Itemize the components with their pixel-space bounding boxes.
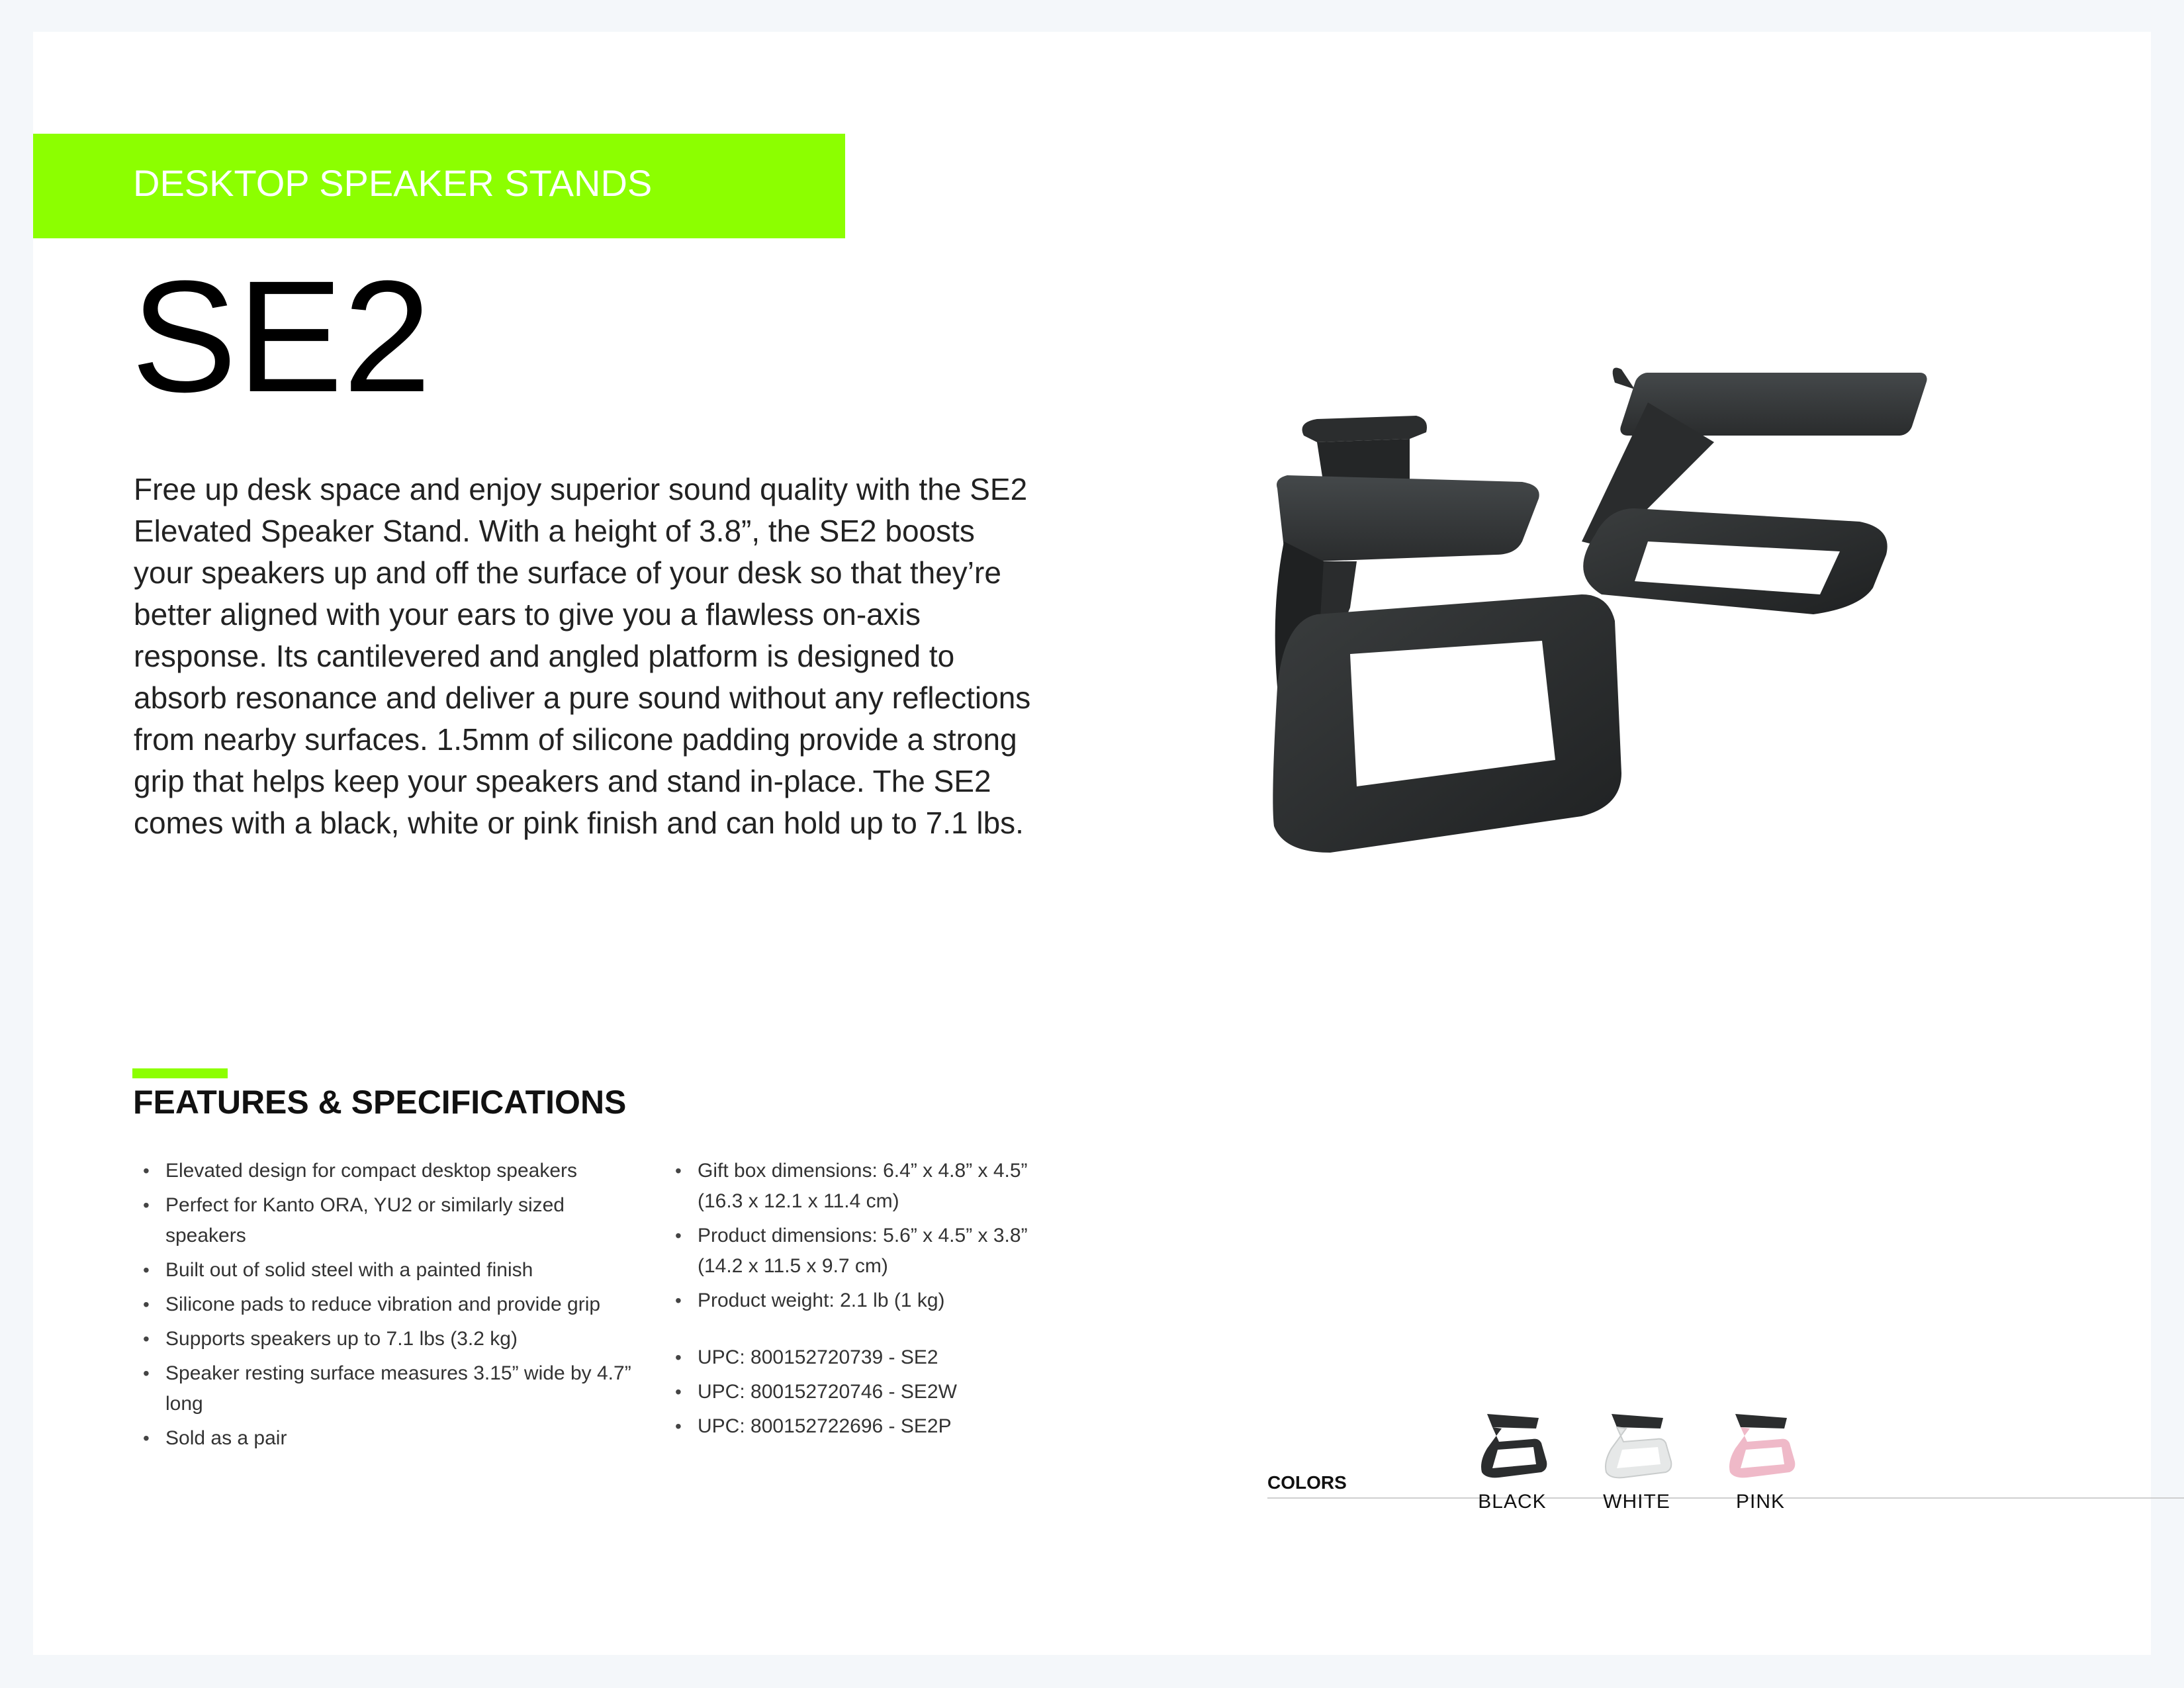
list-item: • Sold as a pair — [134, 1423, 637, 1454]
color-name: BLACK — [1478, 1491, 1547, 1513]
list-item: • UPC: 800152720739 - SE2 — [666, 1342, 1076, 1373]
list-item: • Elevated design for compact desktop speakers — [134, 1156, 637, 1186]
color-name: WHITE — [1603, 1491, 1670, 1513]
bullet-icon: • — [143, 1160, 150, 1181]
color-swatch-black — [1466, 1409, 1559, 1528]
bullet-icon: • — [143, 1195, 150, 1215]
bullet-icon: • — [143, 1363, 150, 1383]
color-swatch-white — [1590, 1409, 1683, 1528]
list-item: • Built out of solid steel with a painted finish — [134, 1255, 637, 1286]
list-item: • UPC: 800152722696 - SE2P — [666, 1411, 1076, 1442]
list-item: • Perfect for Kanto ORA, YU2 or similarly sized speakers — [134, 1190, 637, 1251]
features-heading: FEATURES & SPECIFICATIONS — [133, 1084, 627, 1121]
category-banner — [33, 134, 845, 238]
bullet-icon: • — [143, 1294, 150, 1315]
list-item: • Product weight: 2.1 lb (1 kg) — [666, 1286, 1076, 1316]
back-stand-graphic — [1582, 368, 1929, 615]
features-list-right — [666, 1156, 1076, 1446]
list-item: • Supports speakers up to 7.1 lbs (3.2 kg) — [134, 1324, 637, 1354]
category-label: DESKTOP SPEAKER STANDS — [133, 162, 653, 204]
bullet-icon: • — [675, 1382, 682, 1402]
color-name: PINK — [1735, 1491, 1786, 1513]
bullet-icon: • — [143, 1260, 150, 1280]
color-swatch-pink — [1714, 1409, 1807, 1528]
product-hero-image — [1211, 343, 2058, 1031]
stand-pink-icon — [1721, 1409, 1800, 1481]
front-stand-graphic — [1273, 416, 1621, 853]
list-item: • Gift box dimensions: 6.4” x 4.8” x 4.5” (16.3 x 12.1 x 11.4 cm) — [666, 1156, 1076, 1217]
list-item: • Silicone pads to reduce vibration and provide grip — [134, 1289, 637, 1320]
colors-label: COLORS — [1267, 1472, 1347, 1493]
features-list-left — [134, 1156, 637, 1458]
section-accent-bar — [132, 1068, 228, 1078]
list-item: • UPC: 800152720746 - SE2W — [666, 1377, 1076, 1407]
bullet-icon: • — [675, 1225, 682, 1246]
stand-white-icon — [1597, 1409, 1676, 1481]
bullet-icon: • — [675, 1347, 682, 1368]
list-item: • Speaker resting surface measures 3.15” wide by 4.7” long — [134, 1358, 637, 1419]
bullet-icon: • — [675, 1160, 682, 1181]
bullet-icon: • — [675, 1290, 682, 1311]
list-item: • Product dimensions: 5.6” x 4.5” x 3.8” (14.2 x 11.5 x 9.7 cm) — [666, 1221, 1076, 1282]
bullet-icon: • — [143, 1428, 150, 1448]
bullet-icon: • — [143, 1329, 150, 1349]
spec-sheet-page — [33, 32, 2151, 1655]
product-title: SE2 — [131, 248, 432, 425]
bullet-icon: • — [675, 1416, 682, 1436]
product-description: Free up desk space and enjoy superior sound quality with the SE2 Elevated Speaker Stand. With a height of 3.8”, the SE2 boosts your speakers up and off the surface of your desk so that they’re better aligned with your ears to give you a flawless on-axis response. Its cantilevered and angled platform is designed to absorb resonance and deliver a pure sound without any reflections from nearby surfaces. 1.5mm of silicone padding provide a strong grip that helps keep your speakers and stand in-place. The SE2 comes with a black, white or pink finish and can hold up to 7.1 lbs. — [134, 472, 1031, 840]
stand-black-icon — [1473, 1409, 1552, 1481]
